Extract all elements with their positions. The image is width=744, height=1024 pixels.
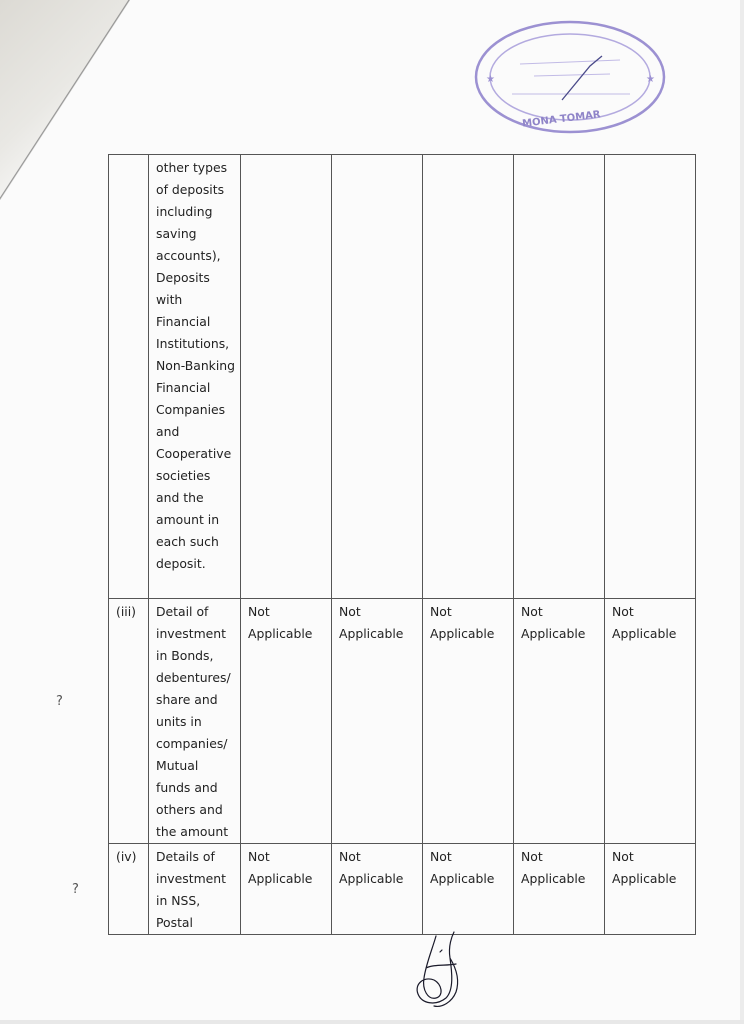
table-row [109,844,696,935]
table-row [109,155,696,599]
signature-graphic [406,928,466,1010]
handwritten-signature [406,928,466,1010]
table-row [109,599,696,844]
value-cell: Not Applicable [423,599,514,844]
value-cell [514,155,605,599]
serial-cell [109,155,149,599]
value-cell: Not Applicable [605,599,696,844]
page-bottom-edge [0,1020,744,1024]
official-seal-stamp [472,18,668,136]
value-cell [605,155,696,599]
margin-question-mark: ? [56,694,63,709]
description-cell [149,155,241,599]
value-cell: Not Applicable [514,844,605,935]
serial-cell: (iii) [109,599,149,844]
value-cell [241,155,332,599]
description-text: Detail of investment in Bonds, debentures/ share and units in companies/ Mutual funds and others and the amount [156,604,231,839]
serial-cell: (iv) [109,844,149,935]
svg-text:★: ★ [486,74,495,85]
value-cell: Not Applicable [241,599,332,844]
description-text: other types of deposits including saving accounts), Deposits with Financial Institutions, Non-Banking Financial Companies and Cooperative societies and the amount in each such deposit. [156,160,236,571]
value-cell [423,155,514,599]
assets-declaration-table [108,154,696,935]
page-right-edge [740,0,744,1024]
svg-text:★: ★ [646,74,655,85]
margin-question-mark: ? [72,882,79,897]
value-cell: Not Applicable [332,599,423,844]
description-cell [149,599,241,844]
description-cell [149,844,241,935]
seal-name-text: MONA TOMAR [521,109,602,130]
value-cell: Not Applicable [514,599,605,844]
description-text: Details of investment in NSS, Postal [156,849,226,930]
value-cell: Not Applicable [423,844,514,935]
value-cell: Not Applicable [605,844,696,935]
value-cell: Not Applicable [241,844,332,935]
value-cell [332,155,423,599]
value-cell: Not Applicable [332,844,423,935]
